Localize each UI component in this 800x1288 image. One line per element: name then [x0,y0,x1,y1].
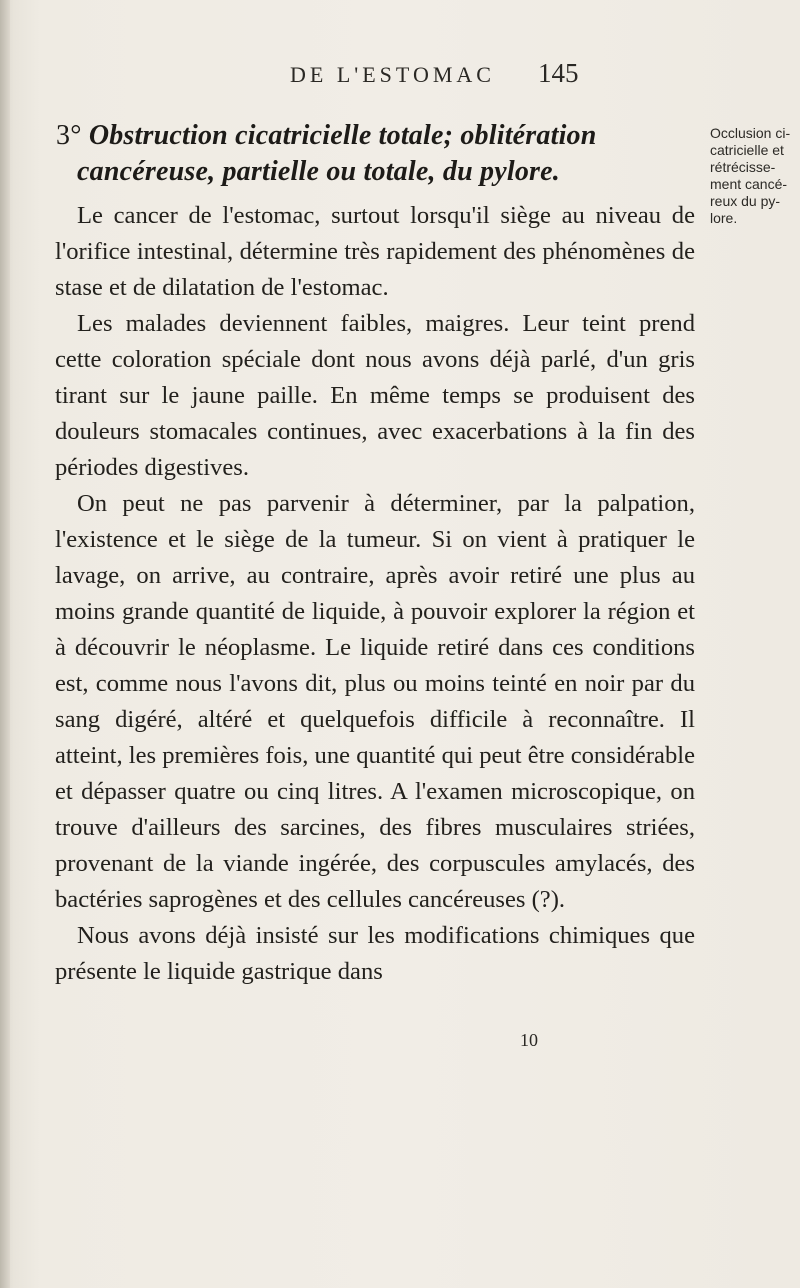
signature-mark: 10 [520,1030,538,1050]
paragraph: On peut ne pas parvenir à déterminer, par la palpation, l'existence et le siège de la tumeur. Si on vient à pratiquer le lavage, on arrive, au contraire, après avoir retiré une plus au moins grande quantité de liquide, à pouvoir explorer la région et à découvrir le néoplasme. Le liquide retiré dans ces conditions est, comme nous l'avons dit, plus ou moins teinté en noir par du sang digéré, altéré et quelquefois difficile à reconnaître. Il atteint, les premières fois, une quantité qui peut être considérable et dépasser quatre ou cinq litres. A l'examen microscopique, on trouve d'ailleurs des sarcines, des fibres musculaires striées, provenant de la viande ingérée, des corpuscules amylacés, des bactéries saprogènes et des cellules cancéreuses (?). [55,490,695,913]
page-number: 145 [538,58,579,88]
margin-note: Occlusion ci- catricielle et rétrécisse- ment cancé- reux du py- lore. [710,125,791,226]
running-title: DE L'ESTOMAC [290,62,495,87]
section-heading-line-1 [56,120,597,152]
section-heading-line-2: cancéreuse, partielle ou totale, du pylore. [77,156,560,187]
paragraph: Nous avons déjà insisté sur les modifications chimiques que présente le liquide gastrique dans [55,922,695,985]
binding-edge [0,0,10,1288]
paragraph: Les malades deviennent faibles, maigres. Leur teint prend cette coloration spéciale dont nous avons déjà parlé, d'un gris tirant sur le jaune paille. En même temps se produisent des douleurs stomacales continues, avec exacerbations à la fin des périodes digestives. [55,310,695,481]
paragraph: Le cancer de l'estomac, surtout lorsqu'il siège au niveau de l'orifice intestinal, détermine très rapidement des phénomènes de stase et de dilatation de l'estomac. [55,202,695,301]
section-heading-text-1: Obstruction cicatricielle totale; oblitération [88,120,597,151]
body-text [55,198,695,990]
section-number: 3° [56,120,82,151]
